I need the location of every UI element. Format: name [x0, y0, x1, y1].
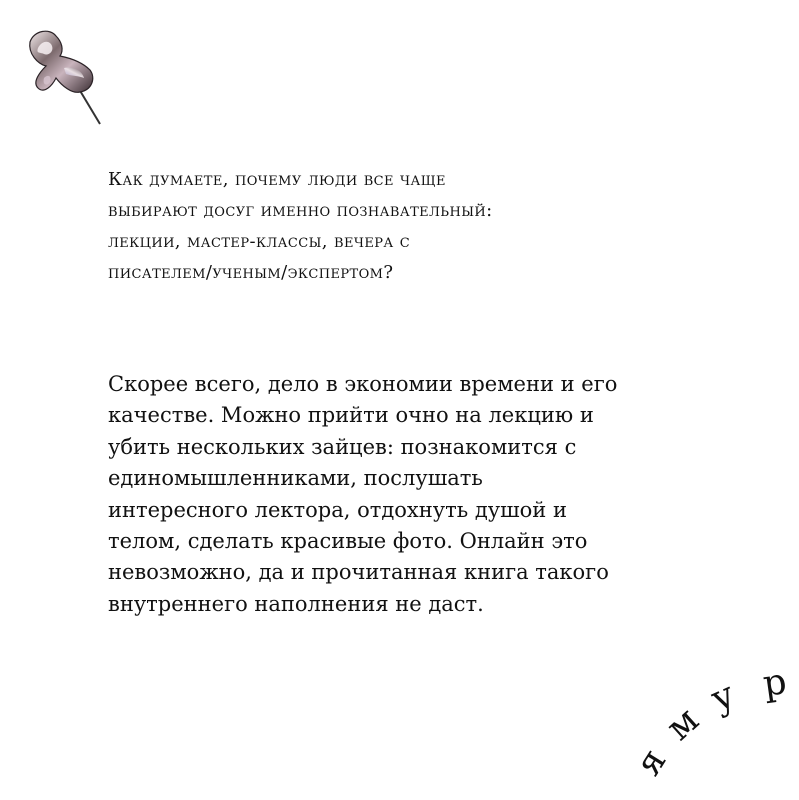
question-line: Как думаете, почему люди все чаще	[108, 169, 446, 190]
question-line: выбирают досуг именно познавательный:	[108, 200, 493, 221]
answer-line: убить нескольких зайцев: познакомится с	[108, 434, 577, 459]
answer-line: Скорее всего, дело в экономии времени и его	[108, 372, 618, 396]
answer-line: интересного лектора, отдохнуть душой и	[108, 497, 567, 522]
question-line: лекции, мастер-классы, вечера с	[108, 231, 411, 252]
arc-letter: м	[658, 699, 707, 749]
answer-line: невозможно, да и прочитанная книга такого	[108, 560, 609, 585]
answer-paragraph	[108, 369, 698, 620]
arc-letter: я	[627, 741, 675, 783]
question-line: писателем/ученым/экспертом?	[108, 262, 394, 283]
arc-letter: р	[760, 661, 790, 705]
answer-line: качестве. Можно прийти очно на лекцию и	[108, 403, 594, 428]
answer-line: телом, сделать красивые фото. Онлайн это	[108, 529, 588, 554]
arc-letter: у	[704, 674, 742, 721]
question-heading	[108, 164, 668, 288]
answer-line: единомышленниками, послушать	[108, 466, 483, 491]
push-pin-icon	[20, 20, 105, 130]
answer-line: внутреннего наполнения не даст.	[108, 591, 484, 616]
